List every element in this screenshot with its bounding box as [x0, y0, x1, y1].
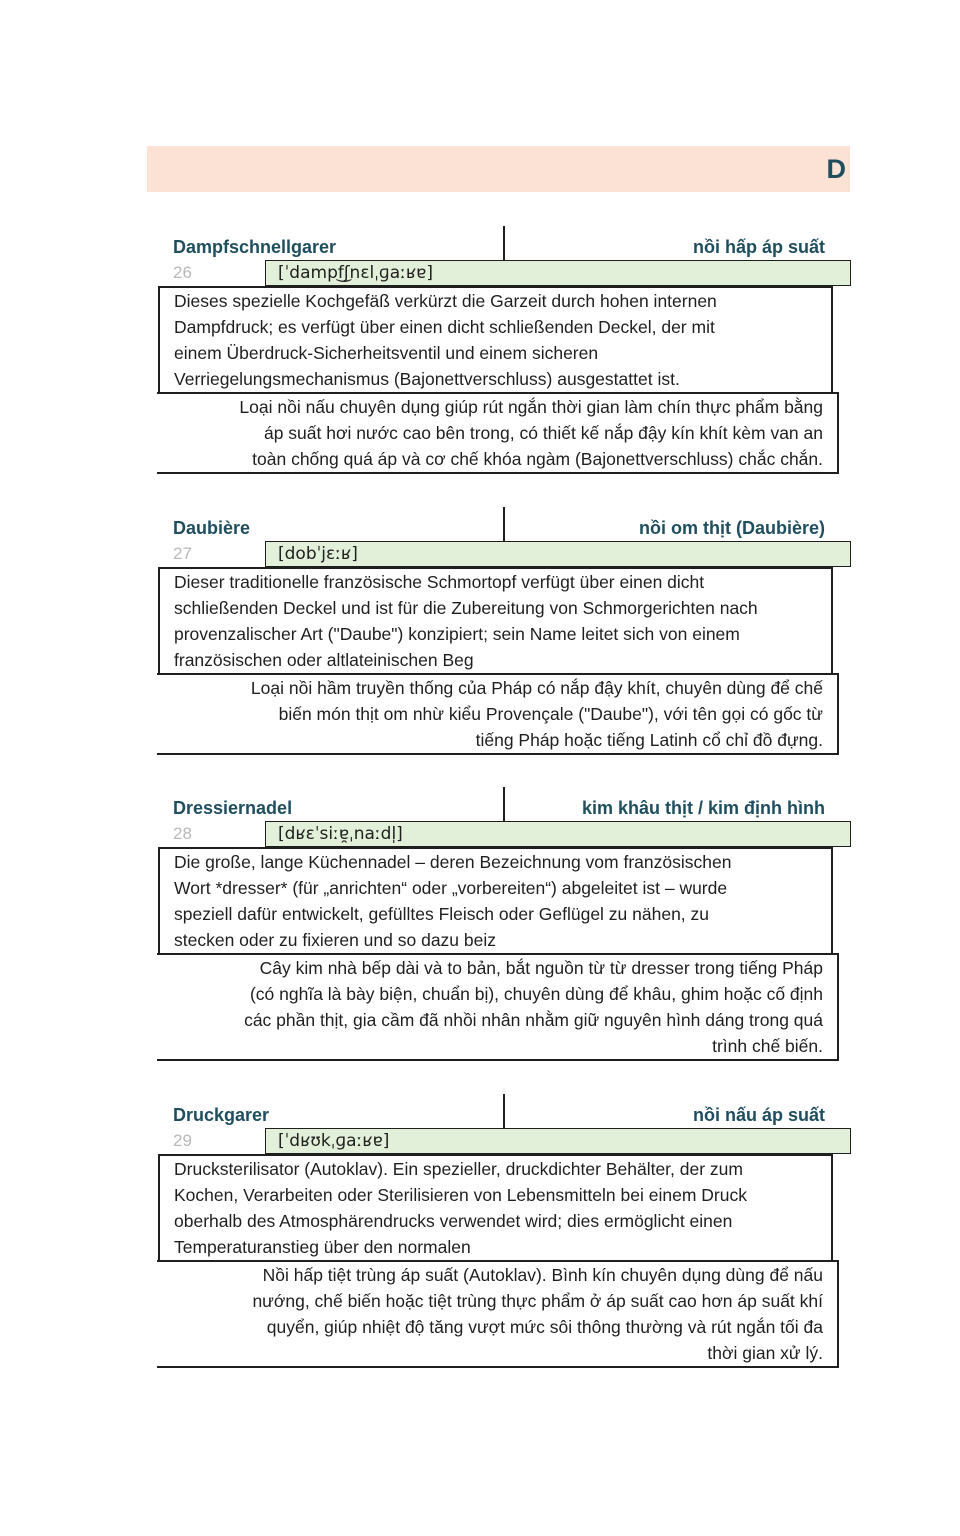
- header-divider: [503, 787, 505, 821]
- entry-translation: nồi om thịt (Daubière): [639, 518, 825, 538]
- german-definition: [158, 286, 833, 392]
- definition-line: Nồi hấp tiệt trùng áp suất (Autoklav). Bình kín chuyên dụng dùng để nấu: [262, 1265, 823, 1285]
- definition-line: thời gian xử lý.: [707, 1343, 823, 1363]
- definition-line: Wort *dresser* (für „anrichten“ oder „vorbereiten“) abgeleitet ist – wurde: [174, 878, 728, 898]
- definition-line: nướng, chế biến hoặc tiệt trùng thực phẩm ở áp suất cao hơn áp suất khí: [252, 1291, 823, 1311]
- german-definition: [158, 567, 833, 673]
- entry-number: 28: [173, 824, 192, 843]
- entry-ipa: [dobˈjɛːʁ]: [265, 541, 851, 567]
- definition-line: các phần thịt, gia cầm đã nhồi nhân nhằm giữ nguyên hình dáng trong quá: [244, 1010, 823, 1030]
- entry-number: 29: [173, 1131, 192, 1150]
- definition-line: Temperaturanstieg über den normalen: [174, 1237, 471, 1257]
- dictionary-entry: [157, 226, 839, 474]
- definition-line: Loại nồi hầm truyền thống của Pháp có nắp đậy khít, chuyên dùng để chế: [250, 678, 823, 698]
- definition-line: biến món thịt om nhừ kiểu Provençale ("Daube"), với tên gọi có gốc từ: [278, 704, 823, 724]
- definition-line: Loại nồi nấu chuyên dụng giúp rút ngắn thời gian làm chín thực phẩm bằng: [239, 397, 823, 417]
- entry-translation: nồi nấu áp suất: [692, 1105, 825, 1125]
- vietnamese-definition: [157, 673, 839, 755]
- definition-line: toàn chống quá áp và cơ chế khóa ngàm (Bajonettverschluss) chắc chắn.: [252, 449, 823, 469]
- header-divider: [503, 507, 505, 541]
- definition-line: französischen oder altlateinischen Beg: [174, 650, 474, 670]
- definition-line: quyển, giúp nhiệt độ tăng vượt mức sôi thông thường và rút ngắn tối đa: [266, 1317, 823, 1337]
- dictionary-entry: [157, 1094, 839, 1368]
- entry-header: [157, 226, 839, 260]
- definition-line: Dieser traditionelle französische Schmortopf verfügt über einen dicht: [174, 572, 705, 592]
- entry-number: 26: [173, 263, 192, 282]
- definition-line: Verriegelungsmechanismus (Bajonettverschluss) ausgestattet ist.: [174, 369, 680, 389]
- definition-line: Kochen, Verarbeiten oder Sterilisieren von Lebensmitteln bei einem Druck: [174, 1185, 747, 1205]
- definition-line: provenzalischer Art ("Daube") konzipiert; sein Name leitet sich von einem: [174, 624, 740, 644]
- definition-line: tiếng Pháp hoặc tiếng Latinh cổ chỉ đồ đựng.: [475, 730, 823, 750]
- entry-translation: nồi hấp áp suất: [692, 237, 825, 257]
- entry-header: [157, 1094, 839, 1128]
- section-letter-banner: [147, 146, 850, 192]
- dictionary-entry: [157, 507, 839, 755]
- definition-line: Drucksterilisator (Autoklav). Ein spezieller, druckdichter Behälter, der zum: [174, 1159, 743, 1179]
- entry-term: Dressiernadel: [173, 798, 293, 818]
- header-divider: [503, 1094, 505, 1128]
- definition-line: Die große, lange Küchennadel – deren Bezeichnung vom französischen: [174, 852, 732, 872]
- section-letter: D: [826, 154, 846, 184]
- definition-line: (có nghĩa là bày biện, chuẩn bị), chuyên dùng để khâu, ghim hoặc cố định: [249, 984, 823, 1004]
- entry-term: Daubière: [173, 518, 251, 538]
- entry-header: [157, 787, 839, 821]
- vietnamese-definition: [157, 392, 839, 474]
- entry-ipa: [ˈdʁʊkˌɡaːʁɐ]: [265, 1128, 851, 1154]
- entry-number: 27: [173, 544, 192, 563]
- entry-pronunciation-row: [157, 260, 839, 286]
- definition-line: Cây kim nhà bếp dài và to bản, bắt nguồn từ từ dresser trong tiếng Pháp: [259, 958, 823, 978]
- entry-pronunciation-row: [157, 541, 839, 567]
- entry-pronunciation-row: [157, 1128, 839, 1154]
- definition-line: áp suất hơi nước cao bên trong, có thiết kế nắp đậy kín khít kèm van an: [263, 423, 823, 443]
- entry-pronunciation-row: [157, 821, 839, 847]
- vietnamese-definition: [157, 1260, 839, 1368]
- german-definition: [158, 847, 833, 953]
- definition-line: Dampfdruck; es verfügt über einen dicht schließenden Deckel, der mit: [174, 317, 715, 337]
- entry-translation: kim khâu thịt / kim định hình: [581, 798, 825, 818]
- dictionary-entry: [157, 787, 839, 1061]
- entry-term: Druckgarer: [173, 1105, 270, 1125]
- entry-header: [157, 507, 839, 541]
- entry-term: Dampfschnellgarer: [173, 237, 337, 257]
- entry-ipa: [dʁɛˈsiːɐ̯ˌnaːdl̩]: [265, 821, 851, 847]
- vietnamese-definition: [157, 953, 839, 1061]
- definition-line: trình chế biến.: [712, 1036, 823, 1056]
- header-divider: [503, 226, 505, 260]
- definition-line: einem Überdruck-Sicherheitsventil und einem sicheren: [174, 343, 599, 363]
- definition-line: stecken oder zu fixieren und so dazu beiz: [174, 930, 496, 950]
- german-definition: [158, 1154, 833, 1260]
- definition-line: Dieses spezielle Kochgefäß verkürzt die Garzeit durch hohen internen: [174, 291, 717, 311]
- definition-line: schließenden Deckel und ist für die Zubereitung von Schmorgerichten nach: [174, 598, 758, 618]
- definition-line: oberhalb des Atmosphärendrucks verwendet wird; dies ermöglicht einen: [174, 1211, 733, 1231]
- definition-line: speziell dafür entwickelt, gefülltes Fleisch oder Geflügel zu nähen, zu: [174, 904, 710, 924]
- entry-ipa: [ˈdampf͜ʃnɛlˌɡaːʁɐ]: [265, 260, 851, 286]
